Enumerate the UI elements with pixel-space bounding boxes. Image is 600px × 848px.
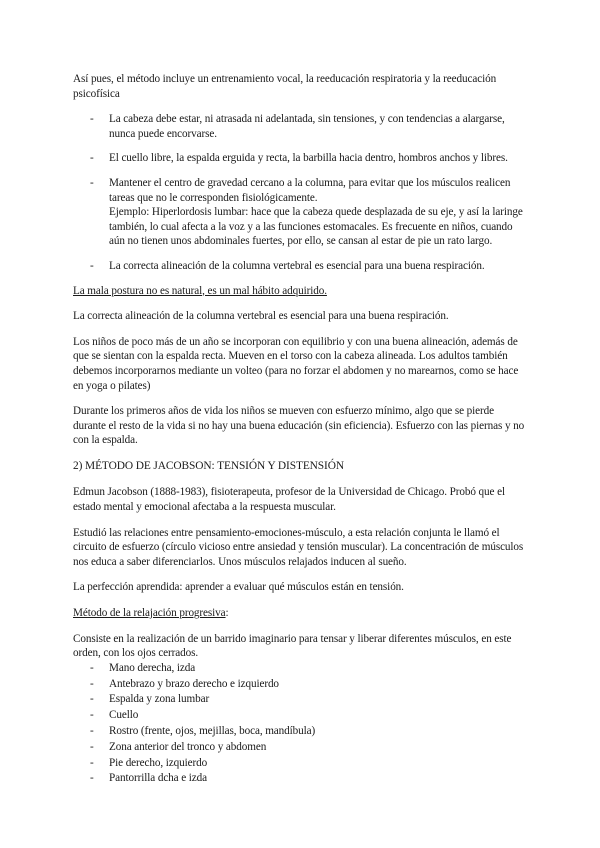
alignment-paragraph: La correcta alineación de la columna vertebral es esencial para una buena respiración. [73, 310, 449, 323]
method-heading-text: Método de la relajación progresiva [73, 607, 226, 620]
list-item [73, 724, 529, 739]
list-item-text: Pantorrilla dcha e izda [109, 772, 208, 785]
list-item [73, 259, 529, 274]
list-item-text: Cuello [109, 709, 139, 722]
perfection-paragraph: La perfección aprendida: aprender a evaluar qué músculos están en tensión. [73, 581, 404, 594]
dash-bullet: - [90, 756, 94, 769]
dash-bullet: - [90, 724, 94, 737]
list-item [73, 112, 529, 141]
list-item [73, 740, 529, 755]
list-item [73, 151, 529, 166]
list-item-text: Rostro (frente, ojos, mejillas, boca, mandíbula) [109, 724, 316, 737]
list-item [73, 708, 529, 723]
children-paragraph: Los niños de poco más de un año se incorporan con equilibrio y con una buena alineación, además de que se sientan con la espalda recta. Mueven en el torso con la cabeza alineada. Los adultos también debemos incorporarnos mediante un volteo (para no forzar el abdomen y no marearnos, como se hace en yoga o pilates) [73, 335, 519, 392]
list-item-text: Pie derecho, izquierdo [109, 756, 208, 769]
list-item [73, 771, 529, 786]
list-item-text: Mantener el centro de gravedad cercano a la columna, para evitar que los músculos realicen tareas que no le corresponden fisiológicamente. [109, 176, 511, 204]
list-item-text: La cabeza debe estar, ni atrasada ni adelantada, sin tensiones, y con tendencias a alargarse, nunca puede encorvarse. [109, 113, 505, 140]
intro-paragraph: Así pues, el método incluye un entrenamiento vocal, la reeducación respiratoria y la reeducación psicofísica [73, 73, 497, 100]
relations-paragraph: Estudió las relaciones entre pensamiento-emociones-músculo, a esta relación conjunta le llamó el circuito de esfuerzo (círculo vicioso entre ansiedad y tensión muscular). La concentración de músculos nos educa a saber diferenciarlos. Unos músculos relajados inducen al sueño. [73, 526, 524, 568]
list-item [73, 661, 529, 676]
method-heading-colon: : [225, 607, 229, 620]
dash-bullet: - [90, 693, 94, 706]
section-title: 2) MÉTODO DE JACOBSON: TENSIÓN Y DISTENSIÓN [73, 459, 344, 472]
list-item-text: Zona anterior del tronco y abdomen [109, 740, 267, 753]
list-item [73, 692, 529, 707]
dash-bullet: - [90, 152, 94, 165]
dash-bullet: - [90, 740, 94, 753]
list-item-text: El cuello libre, la espalda erguida y recta, la barbilla hacia dentro, hombros anchos y libres. [109, 152, 508, 165]
early-years-paragraph: Durante los primeros años de vida los niños se mueven con esfuerzo mínimo, algo que se pierde durante el resto de la vida si no hay una buena educación (sin eficiencia). Esfuerzo con las piernas y no con la espalda. [73, 405, 525, 447]
muscle-list [73, 661, 529, 786]
dash-bullet: - [90, 661, 94, 674]
list-item-text: Antebrazo y brazo derecho e izquierdo [109, 677, 279, 690]
list-item-text: La correcta alineación de la columna vertebral es esencial para una buena respiración. [109, 259, 485, 272]
list-item [73, 677, 529, 692]
method-heading [73, 606, 529, 621]
list-item-text: Espalda y zona lumbar [109, 693, 210, 706]
document-page [73, 72, 529, 791]
bad-posture-statement: La mala postura no es natural, es un mal hábito adquirido. [73, 284, 327, 297]
dash-bullet: - [90, 772, 94, 785]
dash-bullet: - [90, 176, 94, 189]
list-item [73, 176, 529, 249]
jacobson-paragraph: Edmun Jacobson (1888-1983), fisioterapeuta, profesor de la Universidad de Chicago. Probó que el estado mental y emocional afectaba a la respuesta muscular. [73, 486, 505, 514]
method-intro: Consiste en la realización de un barrido imaginario para tensar y liberar diferentes músculos, en este orden, con los ojos cerrados. [73, 632, 512, 660]
dash-bullet: - [90, 259, 94, 272]
list-item-text: Mano derecha, izda [109, 661, 196, 674]
dash-bullet: - [90, 677, 94, 690]
dash-bullet: - [90, 113, 94, 126]
posture-list [73, 112, 529, 273]
list-item-example: Ejemplo: Hiperlordosis lumbar: hace que la cabeza quede desplazada de su eje, y así la laringe también, lo cual afecta a la voz y a las funciones estomacales. Es frecuente en niños, cuando aún no tienen unos abdominales fuertes, por ello, se cansan al estar de pie un rato largo. [109, 206, 523, 248]
list-item [73, 756, 529, 771]
dash-bullet: - [90, 709, 94, 722]
